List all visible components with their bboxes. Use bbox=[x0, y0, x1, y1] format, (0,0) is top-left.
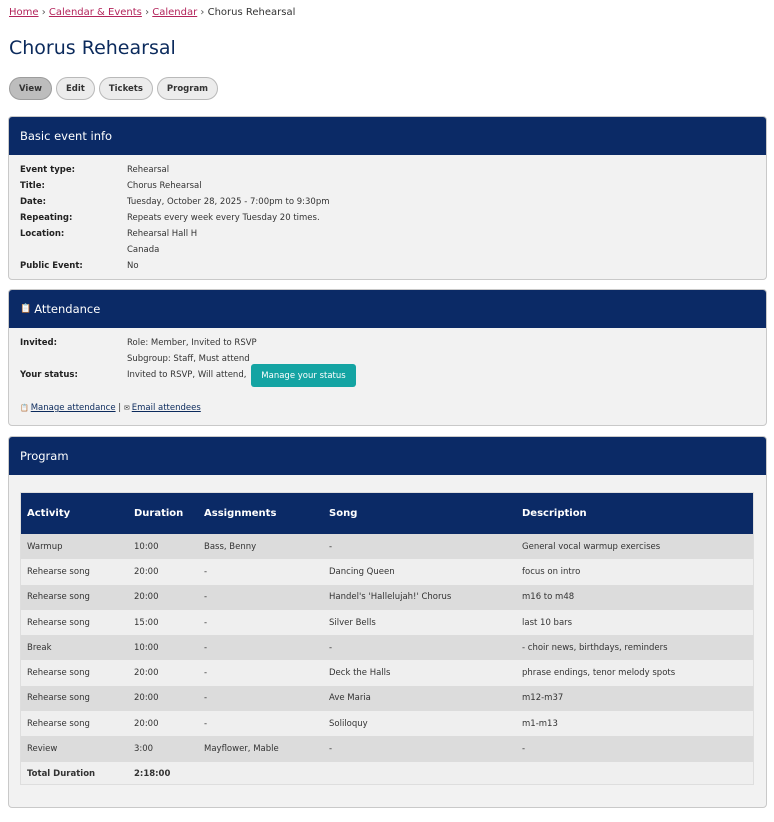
tab-bar bbox=[9, 77, 218, 100]
duration-cell: 15:00 bbox=[128, 610, 198, 635]
attendance-panel bbox=[8, 289, 767, 426]
assignments-cell: - bbox=[198, 610, 323, 635]
invited-role-value: Role: Member, Invited to RSVP bbox=[127, 338, 257, 348]
description-cell: - bbox=[516, 736, 754, 761]
breadcrumb-calendar-link[interactable]: Calendar bbox=[152, 7, 198, 18]
empty-cell bbox=[198, 762, 323, 785]
program-heading: Program bbox=[20, 449, 69, 463]
page-title: Chorus Rehearsal bbox=[9, 37, 176, 59]
table-row bbox=[21, 635, 754, 660]
invited-label: Invited: bbox=[20, 338, 57, 348]
column-header-description: Description bbox=[516, 493, 754, 534]
activity-cell: Rehearse song bbox=[21, 585, 128, 610]
column-header-duration: Duration bbox=[128, 493, 198, 534]
empty-cell bbox=[323, 762, 516, 785]
assignments-cell: Mayflower, Mable bbox=[198, 736, 323, 761]
invited-subgroup-value: Subgroup: Staff, Must attend bbox=[127, 354, 250, 364]
manage-your-status-button[interactable]: Manage your status bbox=[251, 364, 356, 387]
description-cell: m16 to m48 bbox=[516, 585, 754, 610]
activity-cell: Rehearse song bbox=[21, 559, 128, 584]
table-row bbox=[21, 736, 754, 761]
table-header-row bbox=[21, 493, 754, 534]
link-separator: | bbox=[118, 403, 122, 413]
breadcrumb-calendar-events-link[interactable]: Calendar & Events bbox=[48, 7, 142, 18]
assignments-cell: - bbox=[198, 635, 323, 660]
song-cell: Silver Bells bbox=[323, 610, 516, 635]
envelope-icon: ✉ bbox=[123, 404, 130, 412]
program-table bbox=[21, 493, 754, 785]
event-type-label: Event type: bbox=[20, 165, 76, 175]
attendance-heading: Attendance bbox=[34, 302, 101, 316]
total-duration-label: Total Duration bbox=[21, 762, 128, 785]
total-duration-row bbox=[21, 762, 754, 785]
activity-cell: Rehearse song bbox=[21, 610, 128, 635]
email-attendees-link[interactable]: Email attendees bbox=[131, 403, 201, 413]
program-panel bbox=[8, 436, 767, 808]
duration-cell: 3:00 bbox=[128, 736, 198, 761]
basic-info-heading: Basic event info bbox=[20, 129, 113, 143]
repeating-value: Repeats every week every Tuesday 20 times. bbox=[127, 213, 320, 223]
your-status-value: Invited to RSVP, Will attend, bbox=[127, 370, 247, 380]
duration-cell: 20:00 bbox=[128, 559, 198, 584]
activity-cell: Rehearse song bbox=[21, 711, 128, 736]
song-cell: Dancing Queen bbox=[323, 559, 516, 584]
breadcrumb-separator: › bbox=[41, 7, 46, 18]
tab-program[interactable]: Program bbox=[157, 77, 218, 100]
repeating-label: Repeating: bbox=[20, 213, 73, 223]
description-cell: last 10 bars bbox=[516, 610, 754, 635]
table-row bbox=[21, 660, 754, 685]
attendance-header bbox=[9, 290, 766, 328]
duration-cell: 20:00 bbox=[128, 585, 198, 610]
assignments-cell: - bbox=[198, 711, 323, 736]
event-type-value: Rehearsal bbox=[127, 165, 170, 175]
activity-cell: Warmup bbox=[21, 534, 128, 559]
song-cell: Soliloquy bbox=[323, 711, 516, 736]
breadcrumb bbox=[9, 7, 295, 18]
assignments-cell: Bass, Benny bbox=[198, 534, 323, 559]
tab-view[interactable]: View bbox=[9, 77, 52, 100]
basic-info-panel bbox=[8, 116, 767, 280]
program-header bbox=[9, 437, 766, 475]
basic-info-header bbox=[9, 117, 766, 155]
description-cell: - choir news, birthdays, reminders bbox=[516, 635, 754, 660]
empty-cell bbox=[516, 762, 754, 785]
duration-cell: 10:00 bbox=[128, 534, 198, 559]
total-duration-value: 2:18:00 bbox=[128, 762, 198, 785]
table-row bbox=[21, 559, 754, 584]
column-header-assignments: Assignments bbox=[198, 493, 323, 534]
duration-cell: 20:00 bbox=[128, 711, 198, 736]
activity-cell: Review bbox=[21, 736, 128, 761]
attendance-links bbox=[20, 403, 201, 413]
tab-edit[interactable]: Edit bbox=[56, 77, 95, 100]
table-row bbox=[21, 711, 754, 736]
public-event-value: No bbox=[127, 261, 139, 271]
location-label: Location: bbox=[20, 229, 65, 239]
table-row bbox=[21, 585, 754, 610]
description-cell: phrase endings, tenor melody spots bbox=[516, 660, 754, 685]
column-header-activity: Activity bbox=[21, 493, 128, 534]
song-cell: Ave Maria bbox=[323, 686, 516, 711]
clipboard-icon: 📋 bbox=[20, 404, 29, 412]
song-cell: Deck the Halls bbox=[323, 660, 516, 685]
song-cell: Handel's 'Hallelujah!' Chorus bbox=[323, 585, 516, 610]
description-cell: General vocal warmup exercises bbox=[516, 534, 754, 559]
title-label: Title: bbox=[20, 181, 45, 191]
duration-cell: 10:00 bbox=[128, 635, 198, 660]
breadcrumb-home-link[interactable]: Home bbox=[9, 7, 39, 18]
activity-cell: Break bbox=[21, 635, 128, 660]
breadcrumb-separator: › bbox=[145, 7, 150, 18]
assignments-cell: - bbox=[198, 559, 323, 584]
assignments-cell: - bbox=[198, 585, 323, 610]
table-row bbox=[21, 610, 754, 635]
duration-cell: 20:00 bbox=[128, 686, 198, 711]
description-cell: m12-m37 bbox=[516, 686, 754, 711]
song-cell: - bbox=[323, 635, 516, 660]
breadcrumb-separator: › bbox=[200, 7, 205, 18]
program-table-wrapper bbox=[20, 492, 754, 785]
public-event-label: Public Event: bbox=[20, 261, 83, 271]
activity-cell: Rehearse song bbox=[21, 660, 128, 685]
description-cell: m1-m13 bbox=[516, 711, 754, 736]
activity-cell: Rehearse song bbox=[21, 686, 128, 711]
description-cell: focus on intro bbox=[516, 559, 754, 584]
title-value: Chorus Rehearsal bbox=[127, 181, 202, 191]
breadcrumb-current: Chorus Rehearsal bbox=[207, 7, 296, 18]
your-status-label: Your status: bbox=[20, 370, 78, 380]
manage-attendance-link[interactable]: Manage attendance bbox=[30, 403, 116, 413]
clipboard-icon: 📋 bbox=[20, 304, 32, 314]
date-label: Date: bbox=[20, 197, 47, 207]
tab-tickets[interactable]: Tickets bbox=[99, 77, 153, 100]
assignments-cell: - bbox=[198, 686, 323, 711]
assignments-cell: - bbox=[198, 660, 323, 685]
location-country-value: Canada bbox=[127, 245, 160, 255]
date-value: Tuesday, October 28, 2025 - 7:00pm to 9:30pm bbox=[127, 197, 330, 207]
column-header-song: Song bbox=[323, 493, 516, 534]
duration-cell: 20:00 bbox=[128, 660, 198, 685]
song-cell: - bbox=[323, 736, 516, 761]
table-row bbox=[21, 686, 754, 711]
song-cell: - bbox=[323, 534, 516, 559]
location-value: Rehearsal Hall H bbox=[127, 229, 198, 239]
table-row bbox=[21, 534, 754, 559]
